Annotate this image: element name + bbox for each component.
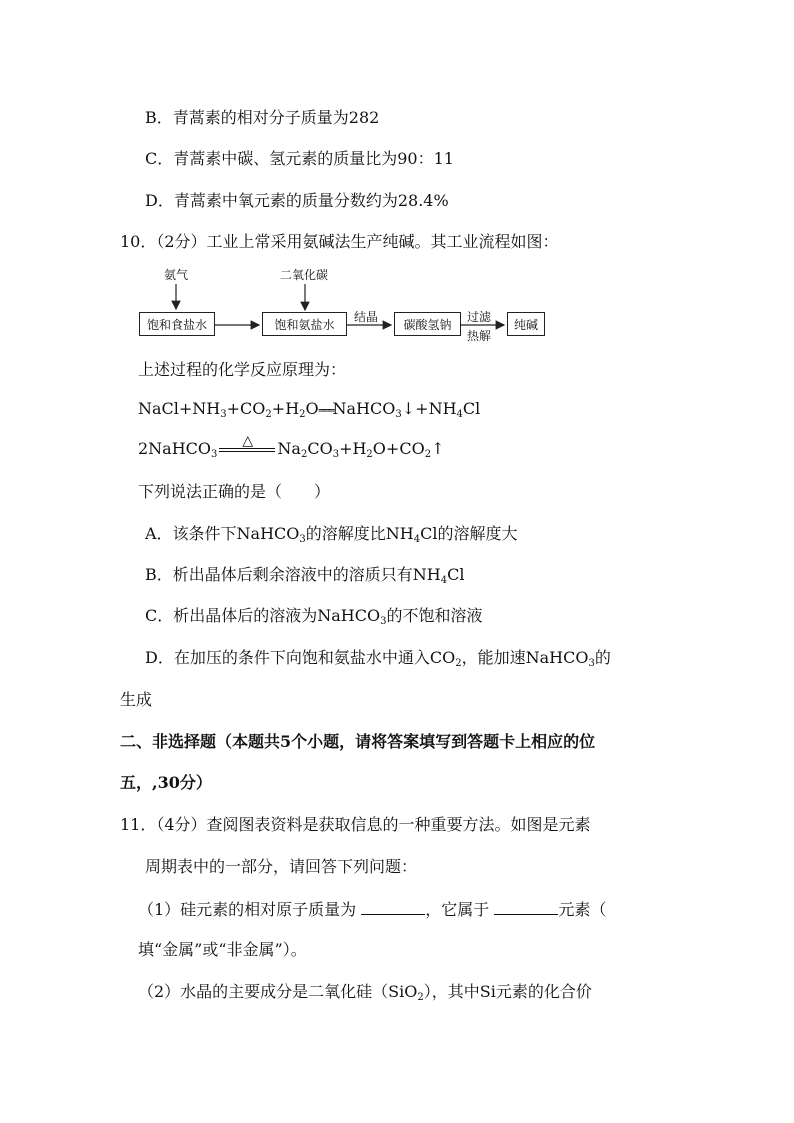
q10-option-a [145, 523, 518, 551]
q10-option-c [145, 605, 483, 633]
flow-step-filter: 过滤 [467, 310, 492, 324]
eq2-text: +H [339, 439, 367, 458]
eq2-text: CO [307, 439, 333, 458]
opt-b-text: Cl [447, 565, 465, 584]
eq2-sub: 2 [424, 449, 432, 460]
eq2-text: 2NaHCO [138, 439, 212, 458]
q10-option-d-continued: 生成 [120, 690, 153, 709]
eq2-text: ↑ [431, 439, 445, 458]
section2-heading-line1: 二、非选择题（本题共5个小题，请将答案填写到答题卡上相应的位 [120, 732, 596, 751]
eq1-sub: 3 [395, 409, 402, 420]
eq1-text: +CO [226, 399, 266, 418]
eq1-text: ↓+NH [401, 399, 457, 418]
opt-d-sub: 3 [588, 658, 595, 669]
eq1-equals-sign: ═══ [318, 404, 333, 417]
opt-c-sub: 3 [380, 616, 387, 627]
q10-stem: 10．（2分）工业上常采用氨碱法生产纯碱。其工业流程如图： [120, 232, 559, 251]
equation-2 [138, 432, 445, 466]
q11-part1-text: （1）硅元素的相对原子质量为 [138, 900, 357, 919]
opt-a-text: Cl的溶解度大 [420, 524, 518, 543]
eq1-text: O [305, 399, 319, 418]
answer-blank-atomic-mass[interactable] [361, 898, 425, 915]
opt-c-text: C．析出晶体后的溶液为NaHCO [145, 606, 381, 625]
opt-a-text: 的溶解度比NH [305, 524, 414, 543]
q10-option-b [145, 564, 464, 592]
q11-part2-sub: 2 [417, 992, 424, 1003]
eq1-text: Cl [462, 399, 481, 418]
eq1-text: NaCl+NH [138, 399, 221, 418]
eq2-sub: 2 [300, 449, 308, 460]
q9-option-d: D．青蒿素中氧元素的质量分数约为28.4% [145, 191, 449, 210]
q11-part1-text: ，它属于 [425, 900, 490, 919]
q10-principle-intro: 上述过程的化学反应原理为： [138, 360, 347, 379]
flow-input-ammonia: 氨气 [164, 268, 189, 282]
q9-option-c: C．青蒿素中碳、氢元素的质量比为90：11 [145, 149, 454, 168]
flow-box-ammoniated-brine: 饱和氨盐水 [262, 312, 347, 336]
eq2-text: O+CO [372, 439, 425, 458]
eq2-sub: 3 [211, 449, 218, 460]
flow-box-sodium-bicarbonate: 碳酸氢钠 [394, 312, 461, 336]
flow-box-soda-ash: 纯碱 [507, 312, 545, 336]
q10-option-d [145, 647, 611, 675]
eq2-double-line [219, 448, 275, 452]
opt-a-text: A．该条件下NaHCO [145, 524, 300, 543]
flow-step-crystallize: 结晶 [354, 310, 379, 324]
q11-part2-text: （2）水晶的主要成分是二氧化硅（SiO [138, 982, 418, 1001]
flow-step-heat: 热解 [467, 329, 492, 343]
flow-input-co2: 二氧化碳 [280, 268, 329, 282]
opt-a-sub: 3 [299, 534, 306, 545]
opt-a-sub: 4 [413, 534, 421, 545]
eq2-heat-equals [217, 432, 277, 457]
eq2-text: Na [277, 439, 301, 458]
answer-blank-element-type[interactable] [494, 898, 558, 915]
flow-box-saturated-brine: 饱和食盐水 [139, 312, 215, 336]
q11-stem-line2: 周期表中的一部分，请回答下列问题： [145, 857, 418, 876]
eq1-text: NaHCO [332, 399, 396, 418]
eq2-sub: 3 [332, 449, 340, 460]
q11-part1 [138, 898, 606, 921]
q11-stem-line1: 11．（4分）查阅图表资料是获取信息的一种重要方法。如图是元素 [120, 815, 591, 834]
opt-d-text: D．在加压的条件下向饱和氨盐水中通入CO [145, 648, 456, 667]
eq1-sub: 3 [220, 409, 227, 420]
q10-question: 下列说法正确的是（ ） [138, 482, 331, 501]
opt-d-sub: 2 [455, 658, 462, 669]
eq2-sub: 2 [366, 449, 373, 460]
opt-d-text: 的 [594, 648, 611, 667]
eq1-sub: 2 [299, 409, 306, 420]
eq1-sub: 2 [265, 409, 272, 420]
q9-option-b: B．青蒿素的相对分子质量为282 [145, 108, 380, 127]
eq1-text: +H [271, 399, 300, 418]
q11-part2 [138, 981, 592, 1009]
eq1-sub: 4 [456, 409, 463, 420]
opt-c-text: 的不饱和溶液 [386, 606, 483, 625]
q11-part2-text: ），其中Si元素的化合价 [423, 982, 592, 1001]
q11-part1-text: 元素（ [558, 900, 607, 919]
heat-symbol: △ [242, 432, 254, 449]
opt-d-text: ，能加速NaHCO [461, 648, 589, 667]
section2-heading-line2: 五，,30分） [120, 773, 212, 792]
opt-b-sub: 4 [440, 575, 448, 586]
q11-part1-line2: 填“金属”或“非金属”）。 [138, 940, 307, 959]
equation-1 [138, 398, 480, 426]
opt-b-text: B．析出晶体后剩余溶液中的溶质只有NH [145, 565, 441, 584]
